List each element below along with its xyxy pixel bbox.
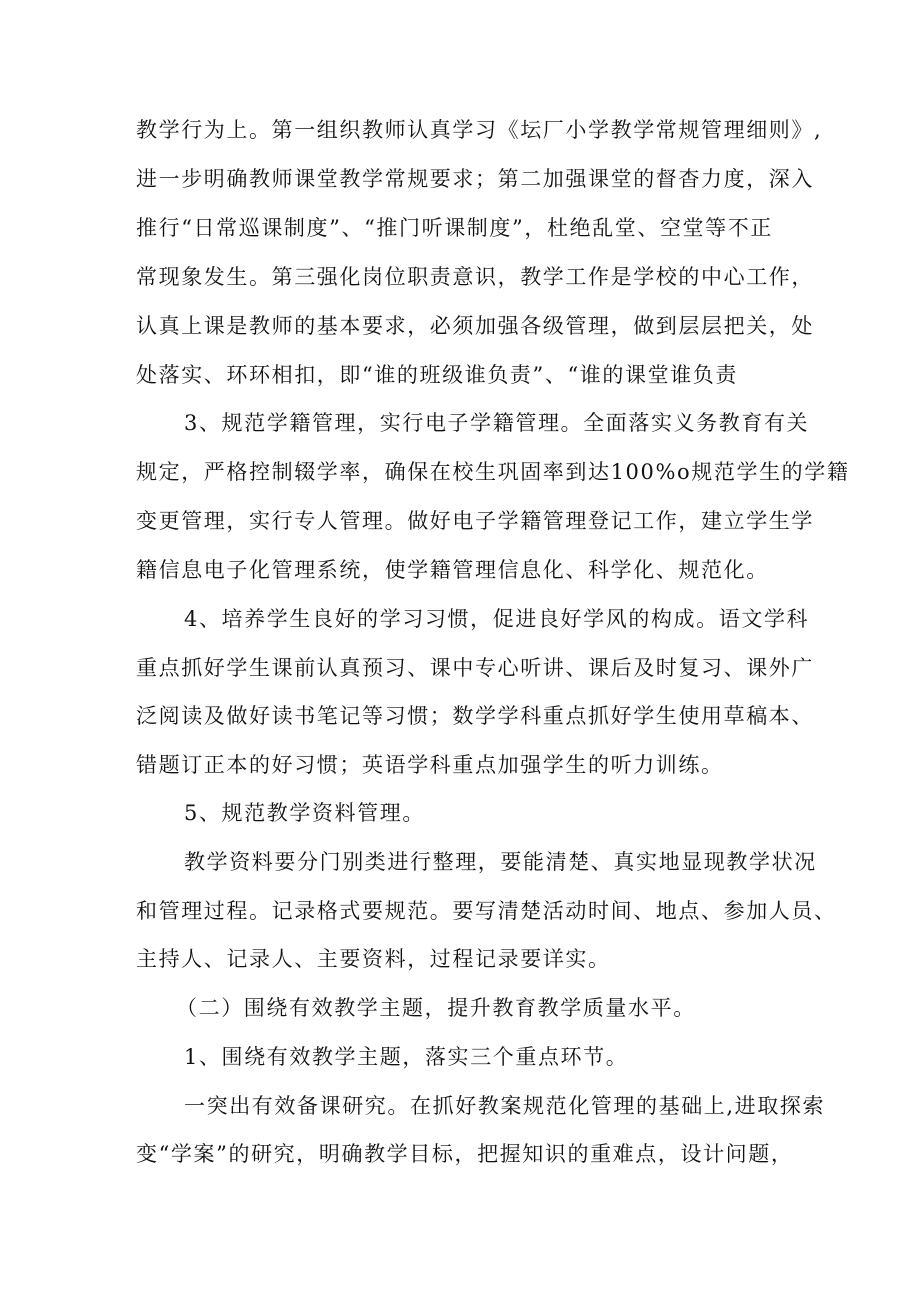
paragraph-line: 认真上课是教师的基本要求，必须加强各级管理，做到层层把关，处 <box>136 314 814 338</box>
paragraph-line: 籍信息电子化管理系统，使学籍管理信息化、科学化、规范化。 <box>136 558 769 582</box>
paragraph-line: 变“学案”的研究，明确教学目标，把握知识的重难点，设计问题， <box>136 1142 794 1166</box>
paragraph-line: 重点抓好学生课前认真预习、课中专心听讲、课后及时复习、课外广 <box>136 656 814 680</box>
paragraph-heading-line: 教学资料要分门别类进行整理，要能清楚、真实地显现教学状况 <box>184 850 817 874</box>
section-heading: （二）围绕有效教学主题，提升教育教学质量水平。 <box>176 996 696 1020</box>
paragraph-line: 错题订正本的好习惯；英语学科重点加强学生的听力训练。 <box>136 753 724 777</box>
paragraph-line: 常现象发生。第三强化岗位职责意识，教学工作是学校的中心工作， <box>136 265 814 289</box>
paragraph-heading-line: 一突出有效备课研究。在抓好教案规范化管理的基础上,进取探索 <box>184 1094 826 1118</box>
section-item-line: 1、围绕有效教学主题，落实三个重点环节。 <box>184 1045 629 1069</box>
paragraph-line: 变更管理，实行专人管理。做好电子学籍管理登记工作，建立学生学 <box>136 509 814 533</box>
paragraph-heading-line: 4、培养学生良好的学习习惯，促进良好学风的构成。语文学科 <box>184 607 810 631</box>
paragraph-line: 泛阅读及做好读书笔记等习惯；数学学科重点抓好学生使用草稿本、 <box>136 704 814 728</box>
paragraph-heading-line: 3、规范学籍管理，实行电子学籍管理。全面落实义务教育有关 <box>184 411 810 435</box>
paragraph-line: 处落实、环环相扣，即“谁的班级谁负责”、“谁的课堂谁负责 <box>136 363 739 387</box>
section-item-line: 5、规范教学资料管理。 <box>184 801 425 825</box>
paragraph-line: 推行“日常巡课制度”、“推门听课制度”，杜绝乱堂、空堂等不正 <box>136 216 773 240</box>
paragraph-line: 和管理过程。记录格式要规范。要写清楚活动时间、地点、参加人员、 <box>136 899 837 923</box>
paragraph-line: 主持人、记录人、主要资料，过程记录要详实。 <box>136 947 611 971</box>
paragraph-line: 进一步明确教师课堂教学常规要求；第二加强课堂的督杳力度，深入 <box>136 167 814 191</box>
paragraph-line: 教学行为上。第一组织教师认真学习《坛厂小学教学常规管理细则》, <box>136 118 823 142</box>
paragraph-line: 规定，严格控制辍学率，确保在校生巩固率到达100%o规范学生的学籍 <box>136 460 850 484</box>
